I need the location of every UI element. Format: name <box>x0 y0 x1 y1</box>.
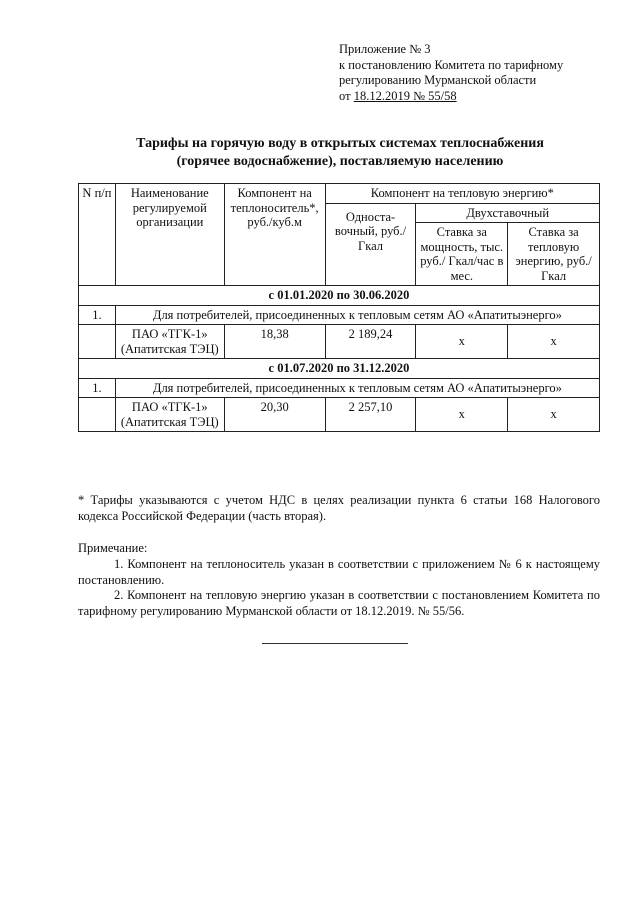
row-number: 1. <box>79 378 116 398</box>
row-number: 1. <box>79 305 116 325</box>
energy-rate-value: х <box>508 398 600 432</box>
single-rate-value: 2 257,10 <box>325 398 416 432</box>
title-line-2: (горячее водоснабжение), поставляемую населению <box>176 154 504 169</box>
consumer-group: Для потребителей, присоединенных к тепловым сетям АО «Апатитыэнерго» <box>115 378 599 398</box>
organization-name: ПАО «ТГК-1» (Апатитская ТЭЦ) <box>115 398 224 432</box>
note-item: 1. Компонент на теплоноситель указан в соответствии с приложением № 6 к настоящему постановлению. <box>78 557 600 587</box>
consumer-group: Для потребителей, присоединенных к тепловым сетям АО «Апатитыэнерго» <box>115 305 599 325</box>
title-line-1: Тарифы на горячую воду в открытых системах теплоснабжения <box>136 136 544 151</box>
appendix-header <box>339 42 563 104</box>
header-energy-rate: Ставка за тепловую энергию, руб./Гкал <box>508 223 600 286</box>
header-single-rate: Односта-вочный, руб./Гкал <box>325 203 416 286</box>
period-row <box>79 286 600 306</box>
organization-name: ПАО «ТГК-1» (Апатитская ТЭЦ) <box>115 325 224 359</box>
group-row <box>79 305 600 325</box>
single-rate-value: 2 189,24 <box>325 325 416 359</box>
header-capacity-rate: Ставка за мощность, тыс. руб./ Гкал/час в мес. <box>416 223 508 286</box>
group-row <box>79 378 600 398</box>
capacity-rate-value: х <box>416 398 508 432</box>
appendix-line-3: регулированию Мурманской области <box>339 73 537 87</box>
capacity-rate-value: х <box>416 325 508 359</box>
period-row <box>79 359 600 379</box>
empty-cell <box>79 398 116 432</box>
appendix-date-line <box>339 89 563 105</box>
table-row <box>79 398 600 432</box>
energy-rate-value: х <box>508 325 600 359</box>
period-label: с 01.01.2020 по 30.06.2020 <box>79 286 600 306</box>
header-organization: Наименование регулируемой организации <box>115 184 224 286</box>
table-row <box>79 325 600 359</box>
tariff-table <box>78 183 600 432</box>
period-label: с 01.07.2020 по 31.12.2020 <box>79 359 600 379</box>
carrier-value: 20,30 <box>224 398 325 432</box>
empty-cell <box>79 325 116 359</box>
carrier-value: 18,38 <box>224 325 325 359</box>
header-energy-component: Компонент на тепловую энергию* <box>325 184 599 204</box>
closing-line <box>262 643 408 644</box>
header-carrier-component: Компонент на теплоноситель*, руб./куб.м <box>224 184 325 286</box>
header-number: N п/п <box>79 184 116 286</box>
note-item: 2. Компонент на тепловую энергию указан в соответствии с постановлением Комитета по тарифному регулированию Мурманской области от 18.12.2019. № 55/56. <box>78 588 600 618</box>
notes-title: Примечание: <box>78 541 148 555</box>
appendix-number: Приложение № 3 <box>339 42 431 56</box>
document-title <box>60 135 620 171</box>
header-two-rate: Двухставочный <box>416 203 600 223</box>
resolution-date: 18.12.2019 № 55/58 <box>353 88 457 103</box>
date-prefix: от <box>339 88 354 103</box>
appendix-line-2: к постановлению Комитета по тарифному <box>339 57 564 72</box>
footnote: * Тарифы указываются с учетом НДС в целях реализации пункта 6 статьи 168 Налогового кодекса Российской Федерации (часть вторая). <box>78 493 600 523</box>
